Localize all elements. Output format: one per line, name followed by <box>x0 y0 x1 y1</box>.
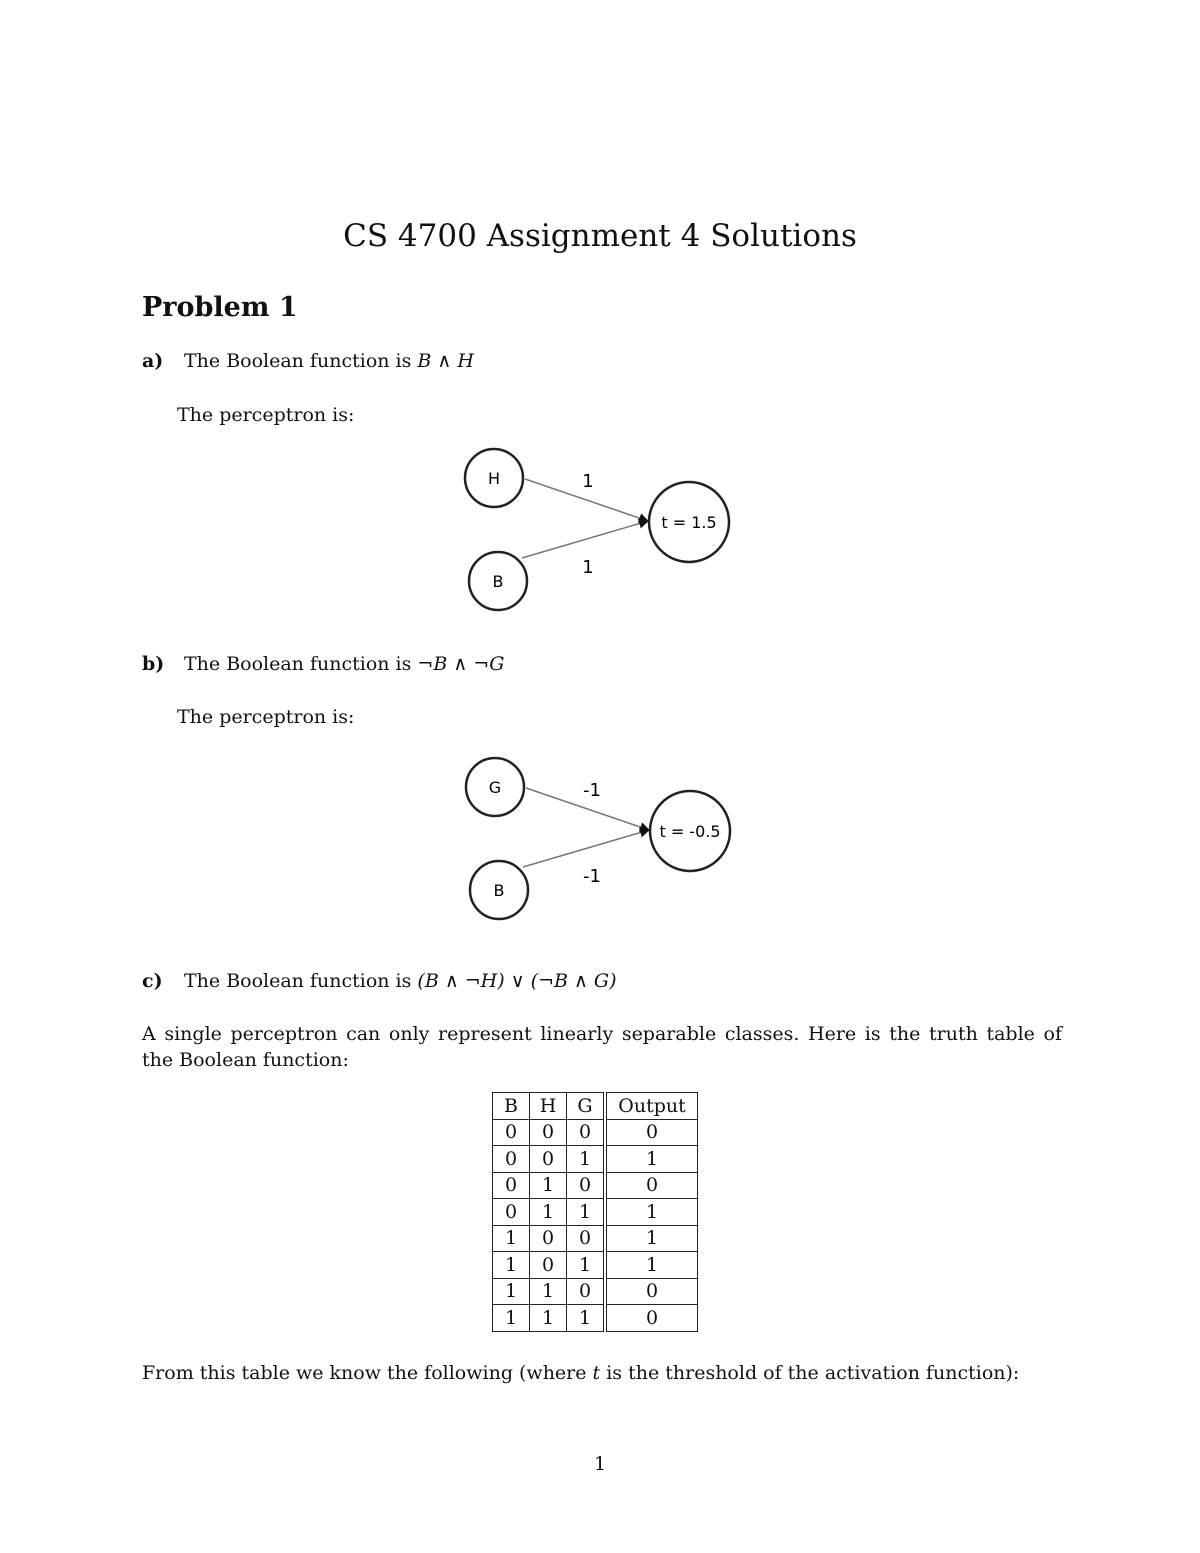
table-cell: 1 <box>605 1199 698 1226</box>
perceptron-diagram-a <box>465 449 729 610</box>
followup-end: is the threshold of the activation function): <box>600 1362 1020 1384</box>
table-cell: 0 <box>605 1278 698 1305</box>
table-cell: 0 <box>567 1225 606 1252</box>
table-cell: 0 <box>493 1172 530 1199</box>
table-cell: 0 <box>605 1119 698 1146</box>
table-row <box>493 1119 698 1146</box>
table-row <box>493 1252 698 1279</box>
table-cell: 1 <box>493 1278 530 1305</box>
part-b-text: The Boolean function is <box>184 653 418 675</box>
table-cell: 1 <box>567 1199 606 1226</box>
input-label-a2: B <box>492 572 504 591</box>
table-row <box>493 1146 698 1173</box>
table-cell: 0 <box>493 1119 530 1146</box>
table-cell: 1 <box>530 1172 567 1199</box>
table-cell: 1 <box>530 1305 567 1332</box>
followup-sentence <box>142 1362 1019 1384</box>
table-cell: 1 <box>567 1252 606 1279</box>
table-cell: 1 <box>605 1225 698 1252</box>
table-cell: 0 <box>530 1119 567 1146</box>
table-row <box>493 1172 698 1199</box>
truth-table-header-row <box>493 1093 698 1120</box>
table-cell: 0 <box>567 1119 606 1146</box>
edge-a2 <box>522 521 648 558</box>
part-a-perceptron-text: The perceptron is: <box>177 404 355 426</box>
linear-separability-paragraph: A single perceptron can only represent linearly separable classes. Here is the truth table of the Boolean function: <box>142 1023 1062 1071</box>
part-c-label: c) <box>142 970 163 992</box>
table-cell: 1 <box>493 1305 530 1332</box>
perceptron-diagram-b <box>466 758 730 919</box>
part-a-formula: B ∧ H <box>417 350 474 372</box>
table-cell: 1 <box>493 1252 530 1279</box>
table-cell: 0 <box>605 1172 698 1199</box>
input-label-a1: H <box>487 469 501 488</box>
input-label-b1: G <box>488 778 502 797</box>
table-cell: 1 <box>530 1278 567 1305</box>
problem-heading: Problem 1 <box>142 292 298 323</box>
header-cell-b: B <box>493 1093 530 1120</box>
header-cell-g: G <box>567 1093 606 1120</box>
table-cell: 1 <box>493 1225 530 1252</box>
table-row <box>493 1305 698 1332</box>
table-cell: 0 <box>567 1278 606 1305</box>
followup-var: t <box>592 1362 601 1384</box>
header-cell-h: H <box>530 1093 567 1120</box>
edge-b2 <box>523 830 649 867</box>
weight-label-a2: 1 <box>582 557 594 578</box>
table-cell: 0 <box>530 1225 567 1252</box>
part-b-label: b) <box>142 653 165 675</box>
part-c-statement <box>142 970 617 992</box>
document-title: CS 4700 Assignment 4 Solutions <box>343 218 857 254</box>
part-b-statement <box>142 653 504 675</box>
page-number: 1 <box>593 1453 607 1475</box>
table-row <box>493 1278 698 1305</box>
part-c-formula: (B ∧ ¬H) ∨ (¬B ∧ G) <box>417 970 617 992</box>
truth-table <box>492 1092 698 1332</box>
table-cell: 1 <box>530 1199 567 1226</box>
header-cell-output: Output <box>605 1093 698 1120</box>
part-a-label: a) <box>142 350 164 372</box>
output-label-a: t = 1.5 <box>661 513 717 532</box>
table-cell: 1 <box>605 1252 698 1279</box>
weight-label-b2: -1 <box>583 866 601 887</box>
table-cell: 0 <box>530 1252 567 1279</box>
table-cell: 1 <box>567 1146 606 1173</box>
table-cell: 0 <box>493 1146 530 1173</box>
input-label-b2: B <box>493 881 505 900</box>
table-cell: 0 <box>530 1146 567 1173</box>
weight-label-a1: 1 <box>582 471 594 492</box>
table-cell: 0 <box>567 1172 606 1199</box>
table-cell: 1 <box>605 1146 698 1173</box>
weight-label-b1: -1 <box>583 780 601 801</box>
table-row <box>493 1225 698 1252</box>
part-c-text: The Boolean function is <box>184 970 418 992</box>
table-cell: 0 <box>605 1305 698 1332</box>
part-b-formula: ¬B ∧ ¬G <box>417 653 505 675</box>
followup-start: From this table we know the following (where <box>142 1362 593 1384</box>
table-cell: 1 <box>567 1305 606 1332</box>
table-row <box>493 1199 698 1226</box>
output-label-b: t = -0.5 <box>659 822 721 841</box>
table-cell: 0 <box>493 1199 530 1226</box>
part-b-perceptron-text: The perceptron is: <box>177 706 355 728</box>
part-a-text: The Boolean function is <box>184 350 418 372</box>
